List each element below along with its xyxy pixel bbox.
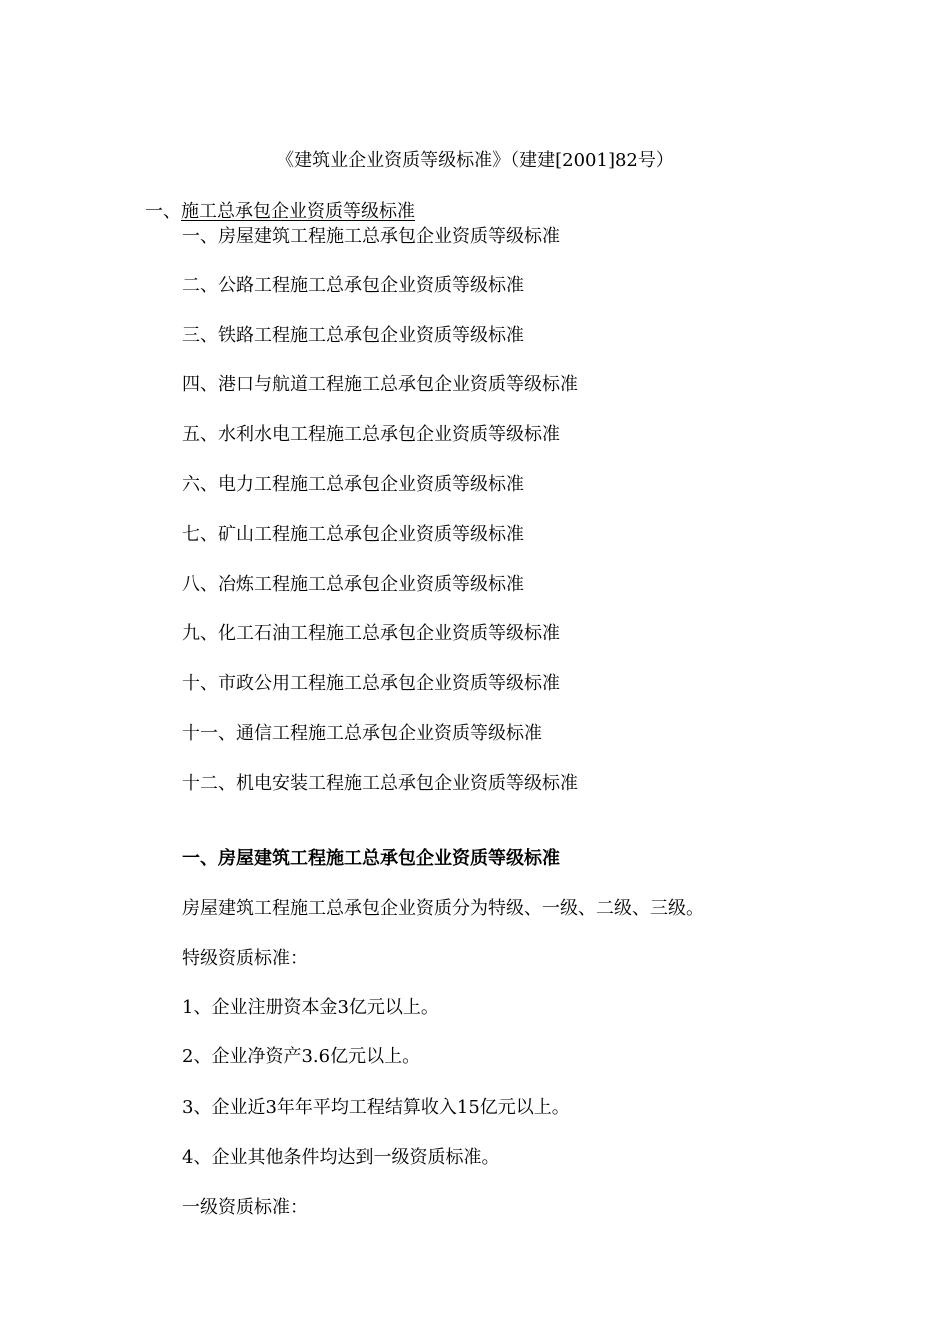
special-grade-item: 3、企业近3年年平均工程结算收入15亿元以上。 (182, 1097, 570, 1118)
first-grade-heading: 一级资质标准： (182, 1197, 308, 1218)
special-grade-heading: 特级资质标准： (182, 948, 308, 969)
section-heading-link[interactable]: 施工总承包企业资质等级标准 (181, 201, 415, 222)
section-heading (145, 201, 415, 223)
section-heading-prefix: 一、 (145, 201, 181, 222)
toc-item[interactable]: 六、电力工程施工总承包企业资质等级标准 (182, 474, 524, 495)
toc-item[interactable]: 四、港口与航道工程施工总承包企业资质等级标准 (182, 374, 578, 395)
toc-item[interactable]: 二、公路工程施工总承包企业资质等级标准 (182, 275, 524, 296)
toc-item[interactable]: 十一、通信工程施工总承包企业资质等级标准 (182, 723, 542, 744)
document-title: 《建筑业企业资质等级标准》（建建[2001]82号） (276, 150, 674, 171)
toc-item[interactable]: 一、房屋建筑工程施工总承包企业资质等级标准 (182, 226, 560, 247)
toc-item[interactable]: 十二、机电安装工程施工总承包企业资质等级标准 (182, 773, 578, 794)
toc-item[interactable]: 五、水利水电工程施工总承包企业资质等级标准 (182, 424, 560, 445)
subsection-heading: 一、房屋建筑工程施工总承包企业资质等级标准 (182, 848, 560, 869)
special-grade-item: 2、企业净资产3.6亿元以上。 (182, 1046, 421, 1067)
toc-item[interactable]: 八、冶炼工程施工总承包企业资质等级标准 (182, 574, 524, 595)
special-grade-item: 1、企业注册资本金3亿元以上。 (182, 997, 439, 1018)
special-grade-item: 4、企业其他条件均达到一级资质标准。 (182, 1147, 500, 1168)
toc-item[interactable]: 九、化工石油工程施工总承包企业资质等级标准 (182, 623, 560, 644)
intro-paragraph: 房屋建筑工程施工总承包企业资质分为特级、一级、二级、三级。 (182, 898, 704, 919)
toc-item[interactable]: 三、铁路工程施工总承包企业资质等级标准 (182, 325, 524, 346)
toc-item[interactable]: 十、市政公用工程施工总承包企业资质等级标准 (182, 673, 560, 694)
toc-item[interactable]: 七、矿山工程施工总承包企业资质等级标准 (182, 524, 524, 545)
